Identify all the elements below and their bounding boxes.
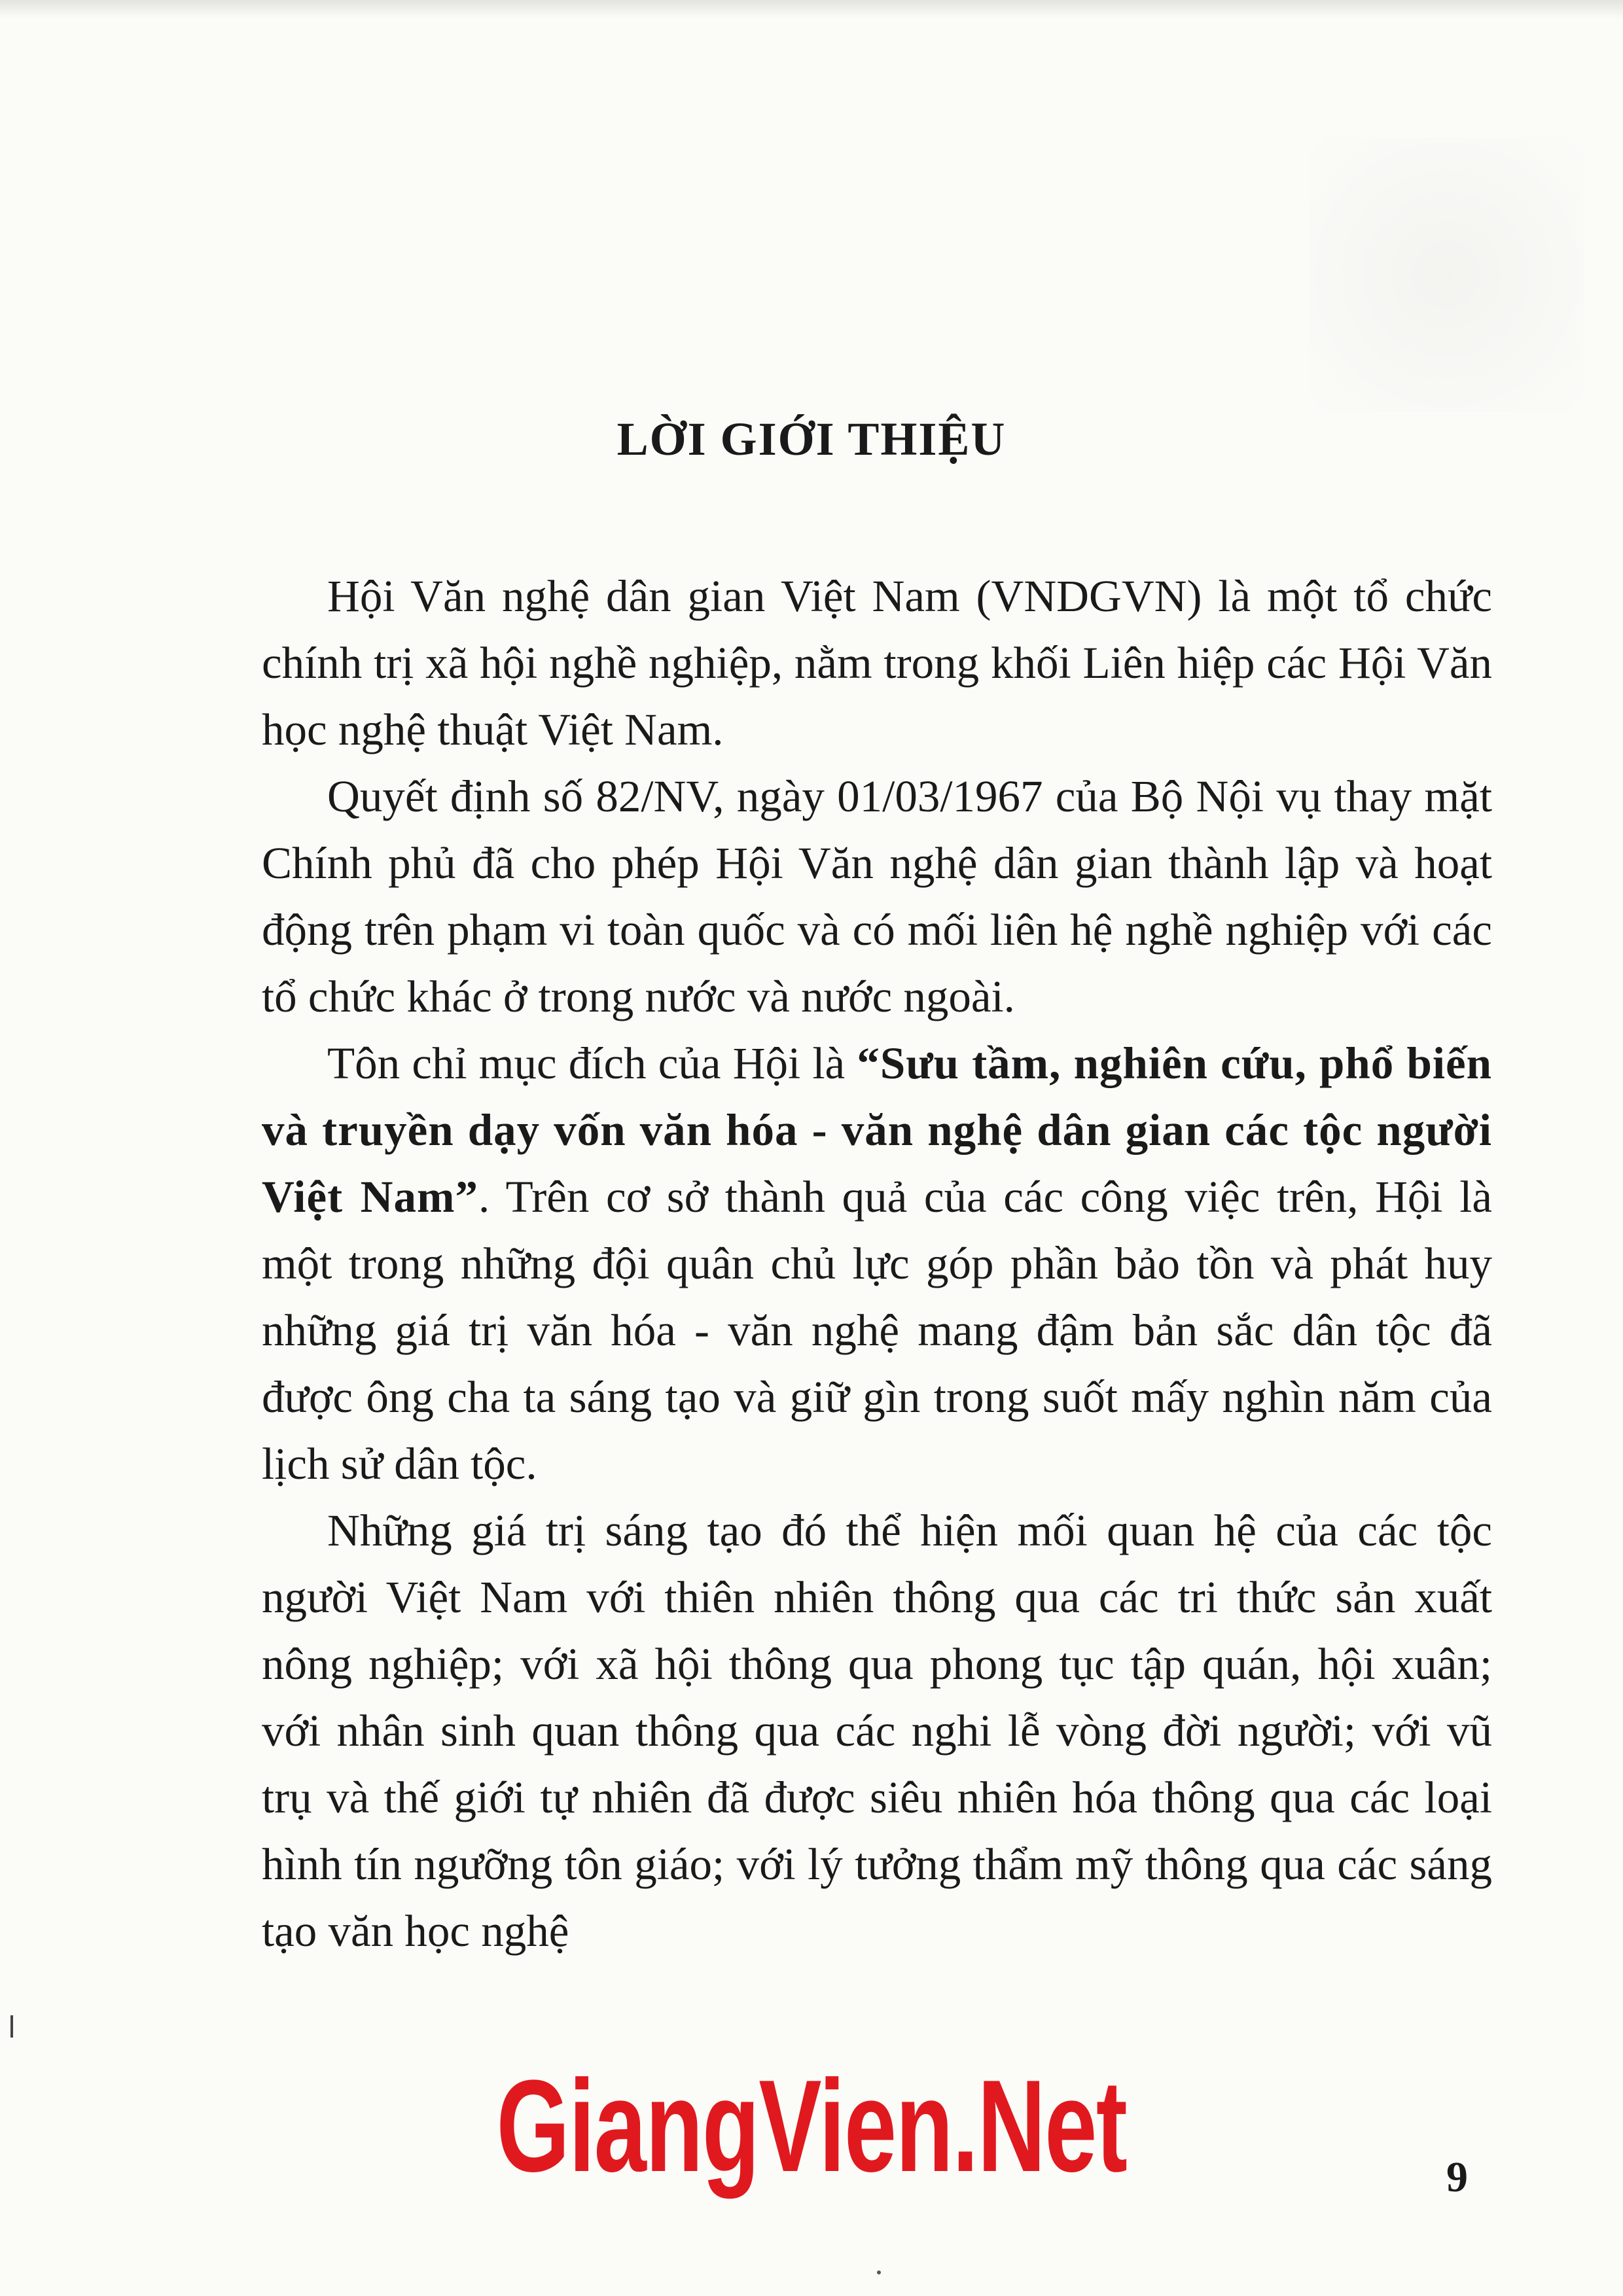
paragraph-3-lead: Tôn chỉ mục đích của Hội là	[327, 1038, 857, 1088]
speck	[877, 2270, 881, 2274]
margin-mark	[10, 2015, 13, 2038]
paragraph-2: Quyết định số 82/NV, ngày 01/03/1967 của Bộ Nội vụ thay mặt Chính phủ đã cho phép Hội Văn nghệ dân gian thành lập và hoạt động trên phạm vi toàn quốc và có mối liên hệ nghề nghiệp với các tổ chức khác ở trong nước và nước ngoài.	[262, 771, 1492, 1021]
mission-statement: “Sưu tầm, nghiên cứu, phổ biến và truyền dạy vốn văn hóa - văn nghệ dân gian các tộc người Việt Nam”	[262, 1038, 1492, 1222]
paragraph-3	[262, 1030, 1492, 1497]
show-through-shadow	[1309, 137, 1584, 412]
paragraph-3-rest: . Trên cơ sở thành quả của các công việc trên, Hội là một trong những đội quân chủ lực góp phần bảo tồn và phát huy những giá trị văn hóa - văn nghệ mang đậm bản sắc dân tộc đã được ông cha ta sáng tạo và giữ gìn trong suốt mấy nghìn năm của lịch sử dân tộc.	[262, 1172, 1492, 1489]
page-number: 9	[1446, 2153, 1468, 2201]
paragraph-4: Những giá trị sáng tạo đó thể hiện mối quan hệ của các tộc người Việt Nam với thiên nhiên thông qua các tri thức sản xuất nông nghiệp; với xã hội thông qua phong tục tập quán, hội xuân; với nhân sinh quan thông qua các nghi lễ vòng đời người; với vũ trụ và thế giới tự nhiên đã được siêu nhiên hóa thông qua các loại hình tín ngưỡng tôn giáo; với lý tưởng thẩm mỹ thông qua các sáng tạo văn học nghệ	[262, 1506, 1492, 1956]
watermark: GiangVien.Net	[496, 2053, 1127, 2199]
paragraph-1: Hội Văn nghệ dân gian Việt Nam (VNDGVN) là một tổ chức chính trị xã hội nghề nghiệp, nằm trong khối Liên hiệp các Hội Văn học nghệ thuật Việt Nam.	[262, 571, 1492, 754]
page-title: LỜI GIỚI THIỆU	[616, 413, 1007, 465]
body-text	[262, 563, 1492, 1964]
page-edge	[0, 0, 1623, 18]
